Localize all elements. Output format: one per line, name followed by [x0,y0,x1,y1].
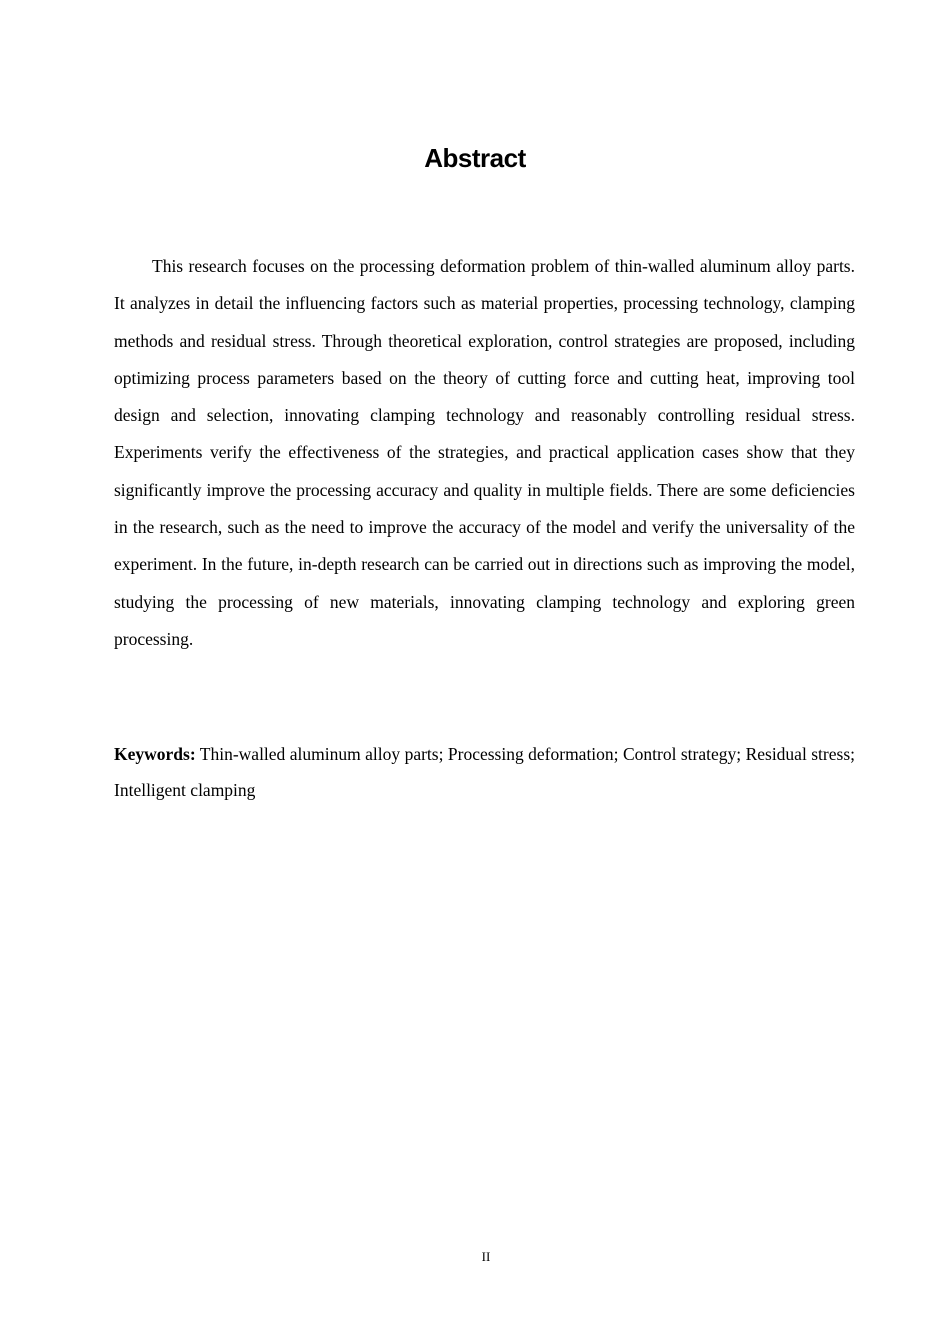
keywords-section [114,736,855,808]
abstract-paragraph: This research focuses on the processing deformation problem of thin-walled aluminum alloy parts. It analyzes in detail the influencing factors such as material properties, processing technology, clamping methods and residual stress. Through theoretical exploration, control strategies are proposed, including optimizing process parameters based on the theory of cutting force and cutting heat, improving tool design and selection, innovating clamping technology and reasonably controlling residual stress. Experiments verify the effectiveness of the strategies, and practical application cases show that they significantly improve the processing accuracy and quality in multiple fields. There are some deficiencies in the research, such as the need to improve the accuracy of the model and verify the universality of the experiment. In the future, in-depth research can be carried out in directions such as improving the model, studying the processing of new materials, innovating clamping technology and exploring green processing. [114,256,855,649]
page-title: Abstract [424,143,526,173]
keywords-list: Thin-walled aluminum alloy parts; Processing deformation; Control strategy; Residual stress; Intelligent clamping [114,744,855,800]
keywords-label: Keywords: [114,744,196,764]
page-number: II [481,1249,491,1264]
